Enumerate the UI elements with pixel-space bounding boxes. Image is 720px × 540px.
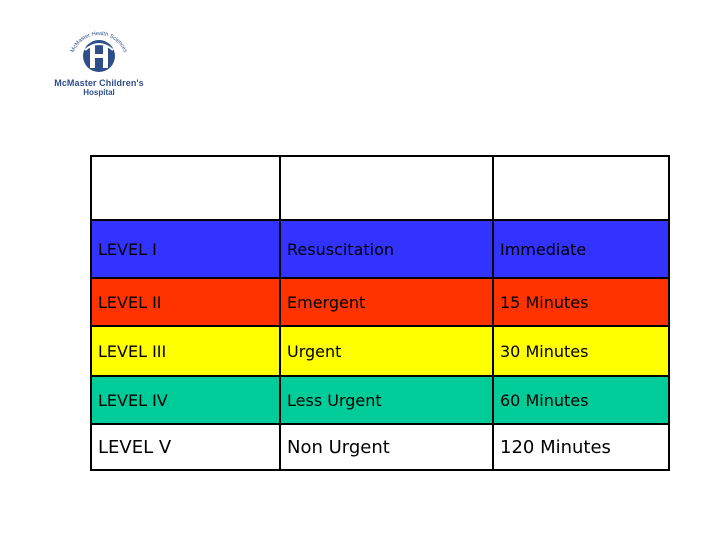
level-cell: LEVEL I [91,220,280,278]
header-cell [280,156,493,220]
level-cell: LEVEL III [91,326,280,376]
time-cell: 15 Minutes [493,278,669,326]
logo-name-line2: Hospital [83,88,115,97]
level-cell: LEVEL IV [91,376,280,424]
time-cell: 30 Minutes [493,326,669,376]
table-row-level-1 [91,220,669,278]
category-cell: Urgent [280,326,493,376]
logo-arc-text: McMaster Health Sciences [69,30,129,54]
time-cell: Immediate [493,220,669,278]
table-row-level-2 [91,278,669,326]
header-cell [91,156,280,220]
table-row-level-4 [91,376,669,424]
hospital-logo [44,30,154,100]
table-header-row [91,156,669,220]
table-row-level-5 [91,424,669,470]
level-cell: LEVEL V [91,424,280,470]
time-cell: 60 Minutes [493,376,669,424]
logo-name-line1: McMaster Children's [54,78,144,88]
category-cell: Resuscitation [280,220,493,278]
triage-level-table [90,155,670,471]
time-cell: 120 Minutes [493,424,669,470]
hospital-h-globe-icon [44,30,154,80]
header-cell [493,156,669,220]
category-cell: Emergent [280,278,493,326]
level-cell: LEVEL II [91,278,280,326]
category-cell: Less Urgent [280,376,493,424]
category-cell: Non Urgent [280,424,493,470]
table-row-level-3 [91,326,669,376]
